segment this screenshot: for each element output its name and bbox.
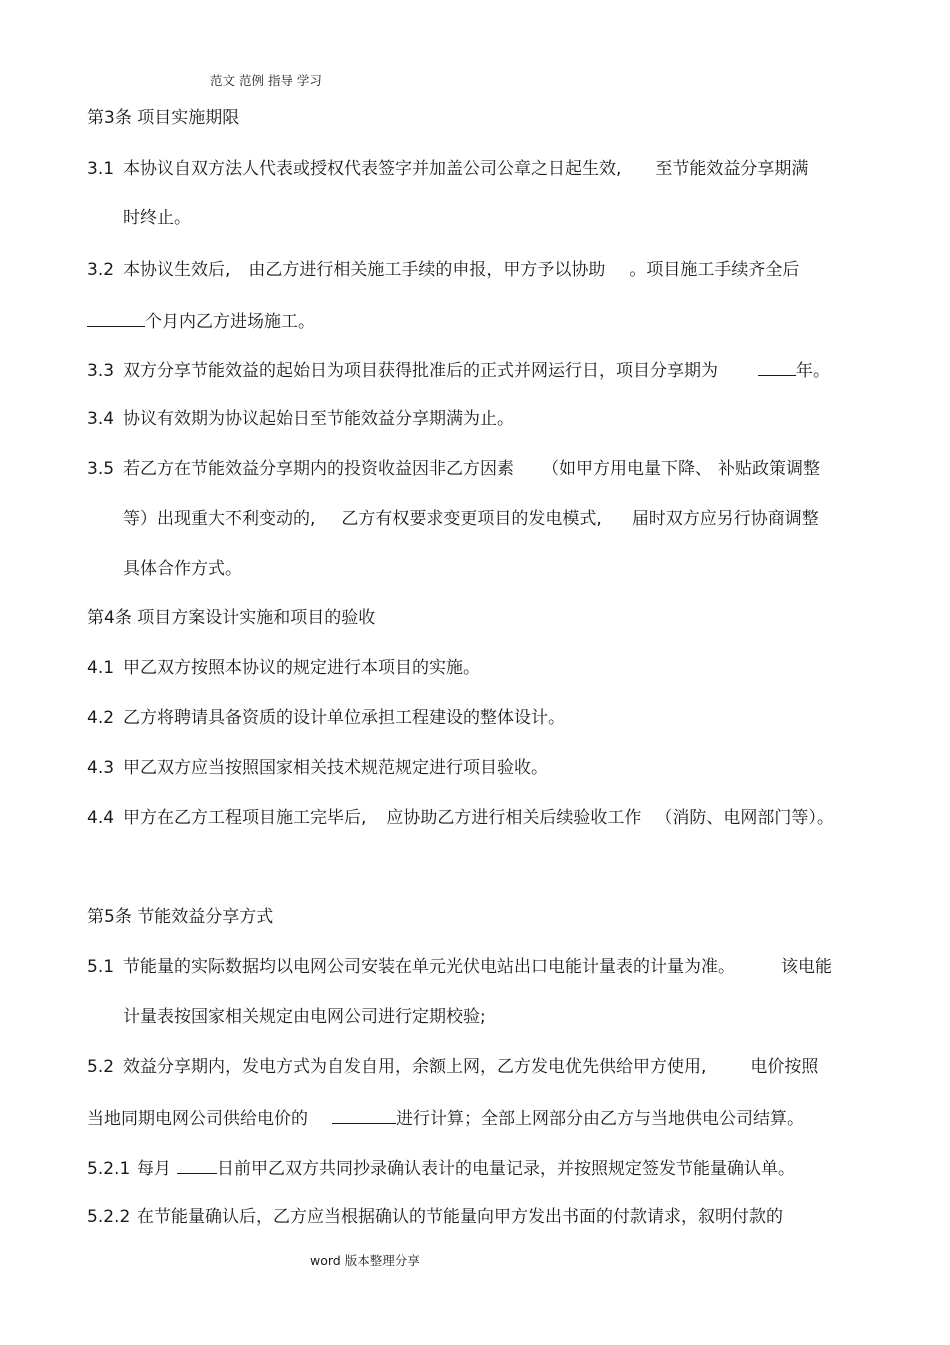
fill-in-blank <box>332 1105 396 1124</box>
clause-number: 3.4 <box>87 409 115 429</box>
clause-text: 甲乙双方应当按照国家相关技术规范规定进行项目验收。 <box>123 758 548 778</box>
clause-text: 在节能量确认后，乙方应当根据确认的节能量向甲方发出书面的付款请求，叙明付款的 <box>137 1207 783 1227</box>
clause-text: 补贴政策调整 <box>718 459 820 479</box>
clause-number: 3.1 <box>87 159 115 179</box>
clause-3-2-continued <box>87 308 315 334</box>
clause-3-1 <box>87 157 808 181</box>
clause-number: 3.3 <box>87 361 115 381</box>
clause-number: 5.1 <box>87 957 115 977</box>
clause-text: 该电能 <box>781 957 832 977</box>
clause-text: （如甲方用电量下降、 <box>542 459 712 479</box>
clause-5-2-1 <box>87 1155 795 1181</box>
article-5-title: 第5条 节能效益分享方式 <box>87 907 274 927</box>
clause-3-5-continued-2: 具体合作方式。 <box>123 559 242 579</box>
fill-in-blank <box>758 357 796 376</box>
clause-text: 由乙方进行相关施工手续的申报，甲方予以协助 <box>248 260 606 280</box>
article-3-title: 第3条 项目实施期限 <box>87 108 240 128</box>
page-header: 范文 范例 指导 学习 <box>210 73 322 88</box>
clause-text: 等）出现重大不利变动的, <box>123 509 316 529</box>
clause-4-2 <box>87 706 565 730</box>
clause-5-1-continued: 计量表按国家相关规定由电网公司进行定期校验; <box>123 1007 486 1027</box>
clause-4-4 <box>87 806 834 830</box>
clause-text: 电价按照 <box>750 1057 819 1077</box>
clause-text: 进行计算；全部上网部分由乙方与当地供电公司结算。 <box>396 1109 804 1129</box>
clause-4-3 <box>87 756 548 780</box>
clause-3-5-continued <box>123 507 819 531</box>
clause-3-1-continued: 时终止。 <box>123 208 191 228</box>
clause-text: 甲方在乙方工程项目施工完毕后, <box>123 808 367 828</box>
clause-text: 至节能效益分享期满 <box>655 159 809 179</box>
clause-text: 双方分享节能效益的起始日为项目获得批准后的正式并网运行日，项目分享期为 <box>123 361 718 381</box>
article-4-title: 第4条 项目方案设计实施和项目的验收 <box>87 608 376 628</box>
clause-5-2 <box>87 1055 818 1079</box>
clause-5-2-2 <box>87 1205 783 1229</box>
clause-text: 年。 <box>796 361 830 381</box>
clause-text: 届时双方应另行协商调整 <box>631 509 819 529</box>
fill-in-blank <box>87 308 145 327</box>
clause-number: 4.4 <box>87 808 115 828</box>
clause-text: 应协助乙方进行相关后续验收工作 <box>386 808 642 828</box>
clause-text: 日前甲乙双方共同抄录确认表计的电量记录，并按照规定签发节能量确认单。 <box>217 1159 795 1179</box>
clause-number: 5.2.2 <box>87 1207 131 1227</box>
clause-text: （消防、电网部门等）。 <box>655 808 834 828</box>
clause-3-4 <box>87 407 514 431</box>
clause-text: 若乙方在节能效益分享期内的投资收益因非乙方因素 <box>123 459 514 479</box>
clause-number: 5.2 <box>87 1057 115 1077</box>
clause-3-3 <box>87 357 830 383</box>
fill-in-blank <box>177 1155 217 1174</box>
clause-3-2 <box>87 258 799 282</box>
clause-text: 节能量的实际数据均以电网公司安装在单元光伏电站出口电能计量表的计量为准。 <box>123 957 735 977</box>
clause-text: 甲乙双方按照本协议的规定进行本项目的实施。 <box>123 658 480 678</box>
clause-text: 个月内乙方进场施工。 <box>145 312 315 332</box>
clause-text: 乙方有权要求变更项目的发电模式, <box>341 509 602 529</box>
clause-5-1 <box>87 955 832 979</box>
clause-number: 4.1 <box>87 658 115 678</box>
clause-text: 每月 <box>137 1159 171 1179</box>
clause-text: 效益分享期内，发电方式为自发自用，余额上网，乙方发电优先供给甲方使用, <box>123 1057 707 1077</box>
clause-4-1 <box>87 656 480 680</box>
clause-text: 本协议自双方法人代表或授权代表签字并加盖公司公章之日起生效, <box>123 159 622 179</box>
page-footer: word 版本整理分享 <box>310 1253 420 1268</box>
clause-text: 协议有效期为协议起始日至节能效益分享期满为止。 <box>123 409 514 429</box>
clause-3-5 <box>87 457 820 481</box>
clause-number: 5.2.1 <box>87 1159 131 1179</box>
clause-text: 乙方将聘请具备资质的设计单位承担工程建设的整体设计。 <box>123 708 565 728</box>
clause-number: 3.5 <box>87 459 115 479</box>
clause-text: 当地同期电网公司供给电价的 <box>87 1109 308 1129</box>
clause-number: 3.2 <box>87 260 115 280</box>
clause-number: 4.3 <box>87 758 115 778</box>
clause-text: 本协议生效后, <box>123 260 231 280</box>
clause-number: 4.2 <box>87 708 115 728</box>
clause-text: 。项目施工手续齐全后 <box>629 260 800 280</box>
clause-5-2-continued <box>87 1105 804 1131</box>
